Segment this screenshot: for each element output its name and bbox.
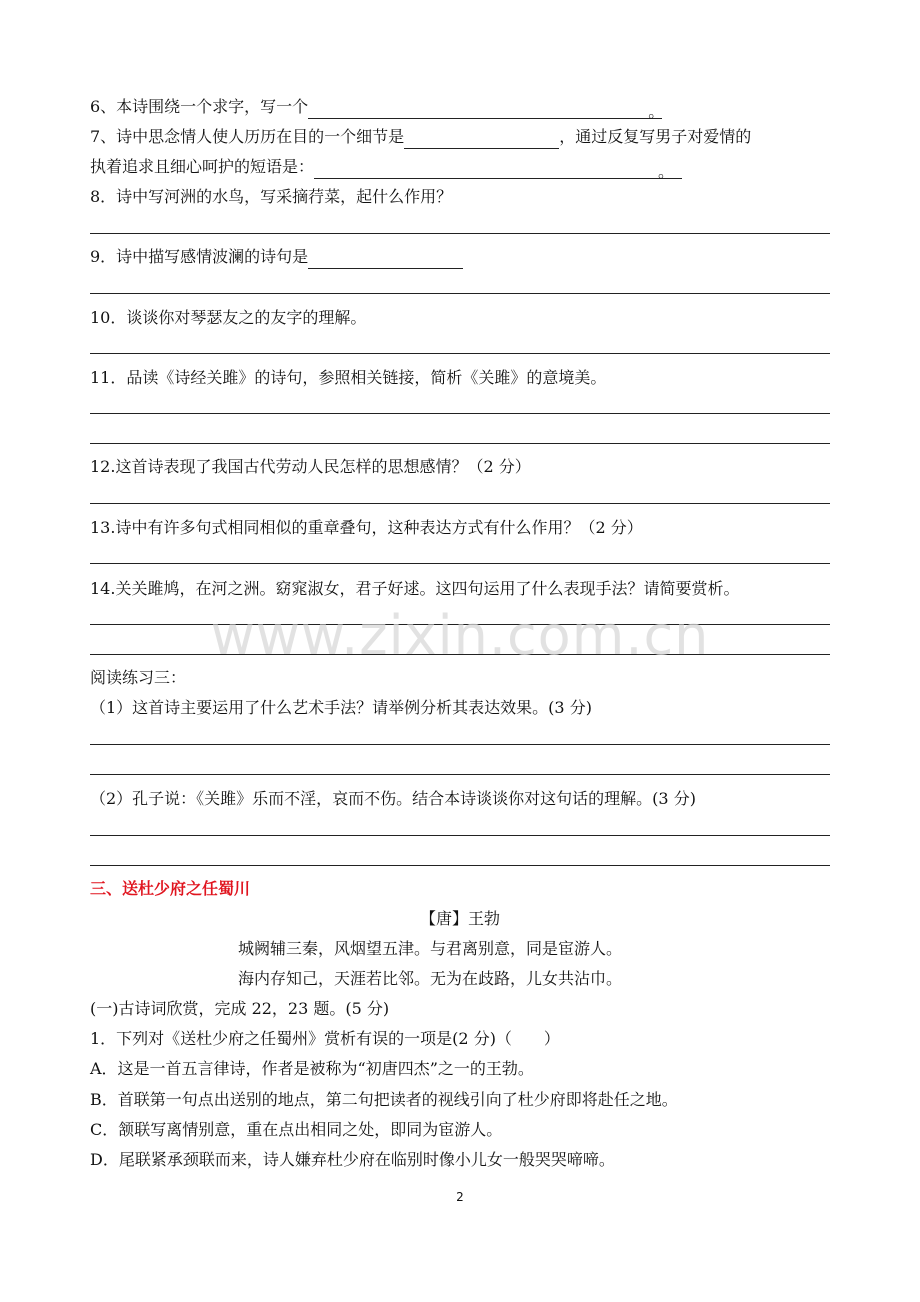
answer-blank-9[interactable] — [308, 250, 463, 269]
watermark: www.zixin.com.cn — [210, 604, 710, 667]
section-3-question-1: 1．下列对《送杜少府之任蜀州》赏析有误的一项是(2 分)（ ） — [90, 1029, 560, 1048]
question-7 — [90, 125, 751, 149]
option-a: A．这是一首五言律诗，作者是被称为“初唐四杰”之一的王勃。 — [90, 1059, 534, 1078]
exercise-3-part2: （2）孔子说：《关雎》乐而不淫，哀而不伤。结合本诗谈谈你对这句话的理解。(3 分) — [90, 789, 696, 808]
question-7-line2 — [90, 155, 682, 179]
question-7-middle: ，通过反复写男子对爱情的 — [559, 127, 752, 146]
question-11: 11．品读《诗经关雎》的诗句，参照相关链接，简析《关雎》的意境美。 — [90, 368, 607, 387]
answer-line-12[interactable] — [90, 503, 830, 504]
answer-line-ex3-2b[interactable] — [90, 865, 830, 866]
answer-line-13[interactable] — [90, 563, 830, 564]
poem-line-1: 城阙辅三秦，风烟望五津。与君离别意，同是宦游人。 — [238, 939, 623, 958]
answer-blank-7a[interactable] — [404, 130, 559, 149]
question-7-line2-text: 执着追求且细心呵护的短语是： — [90, 157, 315, 176]
answer-line-10[interactable] — [90, 353, 830, 354]
answer-line-9[interactable] — [90, 293, 830, 294]
answer-line-11a[interactable] — [90, 413, 830, 414]
section-3-heading: 三、送杜少府之任蜀川 — [90, 879, 251, 898]
exercise-3-part1: （1）这首诗主要运用了什么艺术手法？请举例分析其表达效果。(3 分) — [90, 698, 592, 717]
question-7-text: 7、诗中思念情人使人历历在目的一个细节是 — [90, 127, 405, 146]
answer-line-8[interactable] — [90, 233, 830, 234]
answer-blank-7b[interactable] — [314, 160, 658, 179]
answer-blank-6-end — [648, 100, 665, 121]
poem-line-2: 海内存知己，天涯若比邻。无为在歧路，儿女共沾巾。 — [238, 969, 623, 988]
question-6-suffix: 。 — [648, 102, 665, 121]
answer-line-ex3-1b[interactable] — [90, 774, 830, 775]
answer-line-ex3-2a[interactable] — [90, 835, 830, 836]
question-8: 8．诗中写河洲的水鸟，写采摘荇菜，起什么作用？ — [90, 187, 453, 206]
question-6-text: 6、本诗围绕一个求字，写一个 — [90, 97, 309, 116]
answer-blank-6[interactable] — [308, 100, 648, 119]
option-b: B．首联第一句点出送别的地点，第二句把读者的视线引向了杜少府即将赴任之地。 — [90, 1090, 678, 1109]
poem-author: 【唐】王勃 — [419, 909, 500, 928]
exercise-3-title: 阅读练习三： — [90, 668, 187, 687]
question-13: 13.诗中有许多句式相同相似的重章叠句，这种表达方式有什么作用？（2 分） — [90, 518, 643, 537]
question-12: 12.这首诗表现了我国古代劳动人民怎样的思想感情？（2 分） — [90, 457, 531, 476]
question-10: 10．谈谈你对琴瑟友之的友字的理解。 — [90, 308, 367, 327]
option-d: D．尾联紧承颈联而来，诗人嫌弃杜少府在临别时像小儿女一般哭哭啼啼。 — [90, 1150, 615, 1169]
page-number: 2 — [456, 1190, 464, 1204]
question-9 — [90, 245, 463, 269]
option-c: C．颔联写离情别意，重在点出相同之处，即同为宦游人。 — [90, 1120, 503, 1139]
question-6 — [90, 95, 665, 121]
question-14: 14.关关雎鸠，在河之洲。窈窕淑女，君子好逑。这四句运用了什么表现手法？请简要赏析。 — [90, 579, 740, 598]
answer-line-ex3-1a[interactable] — [90, 744, 830, 745]
section-3-instruction: (一)古诗词欣赏，完成 22，23 题。(5 分) — [90, 999, 390, 1018]
question-9-text: 9．诗中描写感情波澜的诗句是 — [90, 247, 309, 266]
answer-line-11b[interactable] — [90, 443, 830, 444]
answer-blank-7b-end — [658, 160, 682, 179]
question-7-suffix: 。 — [658, 162, 675, 181]
